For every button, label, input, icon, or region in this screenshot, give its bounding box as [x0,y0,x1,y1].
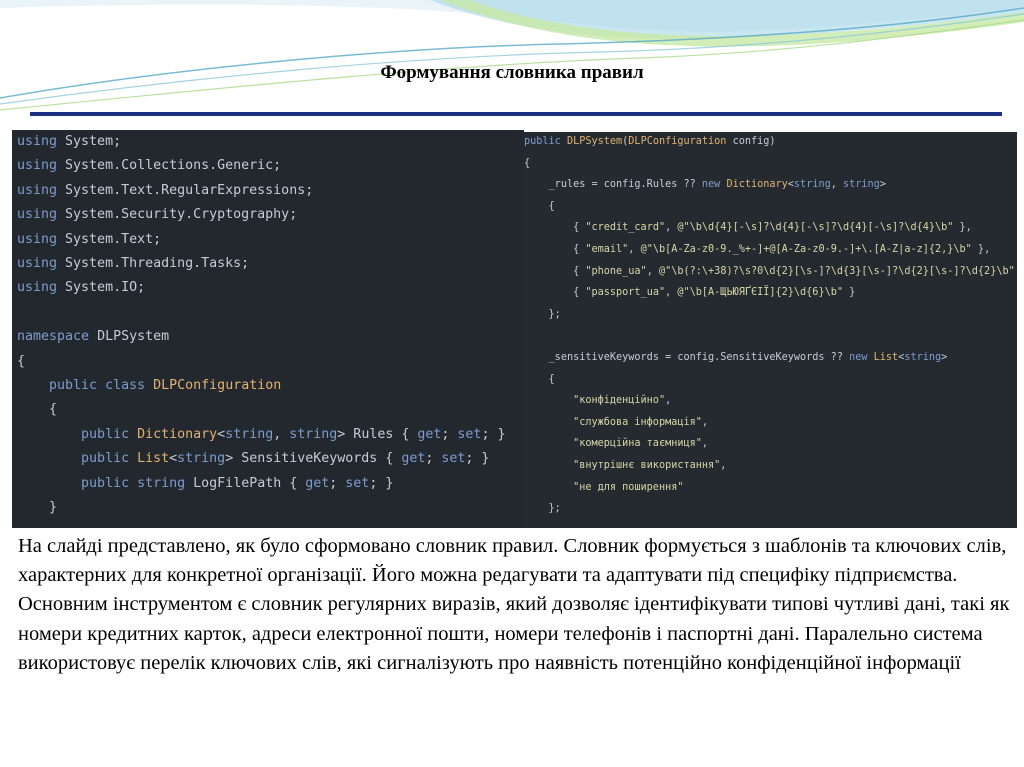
code-token: ; [329,475,346,491]
code-token: config) [726,136,776,147]
code-token: LogFilePath { [185,475,306,491]
code-token: DLPSystem [566,136,623,147]
code-line [524,438,708,449]
code-token: using [17,231,58,247]
code-token: < [169,451,178,467]
code-token: { [524,157,531,169]
code-line [17,451,489,466]
code-token: "passport_ua" [585,287,666,299]
code-token: System.Collections.Generic; [57,158,282,174]
code-token: , [665,395,672,407]
code-token: , [665,287,678,299]
code-line [524,244,990,255]
code-token: System.IO; [57,280,146,296]
code-token: System; [57,134,122,149]
code-token: ( [622,136,629,147]
code-token: set [441,451,466,467]
code-token: { [17,353,26,369]
code-token: { [49,402,58,418]
code-line [17,378,281,393]
caption-paragraph-2: Основним інструментом є словник регулярних виразів, який дозволяє ідентифікувати типові чутливі дані, такі як номери кредитних карток, адреси електронної пошти, номери телефонів і паспортні дані. Паралельно система використовує перелік ключових слів, які сигналізують про наявність потенційно конфіденційної інформації [18,593,1010,674]
code-line [17,402,57,417]
code-line [17,476,393,491]
code-token: { [573,222,586,234]
code-line [17,354,25,369]
code-token: public [81,451,130,467]
code-line [17,427,505,442]
code-token: string [177,451,226,467]
code-token [145,378,153,393]
code-token: set [457,426,482,442]
code-line [524,201,555,212]
code-line [524,374,555,385]
code-token: string [137,475,186,491]
code-token: "phone_ua" [585,265,647,277]
code-line [17,500,57,515]
code-token: > SensitiveKeywords { [225,451,402,467]
code-token: "email" [585,244,629,255]
code-line [17,280,145,295]
code-token: System.Threading.Tasks; [57,256,250,271]
code-token: { [573,244,586,255]
title-underline [30,112,1002,116]
code-token: ; [425,451,442,467]
code-token: "внутрішнє використання" [573,460,721,471]
code-token: > Rules { [337,426,418,442]
code-token: ; } [369,475,394,491]
code-token: System.Security.Cryptography; [57,207,298,223]
code-token: { [573,287,586,299]
code-token: @"\b(?:\+38)?\s?0\d{2}[\s-]?\d{3}[\s-]?\d{2}[\s-]?\d{2}\b" [658,265,1015,277]
code-token: string [904,352,942,363]
code-token: }, [971,244,991,255]
code-token: < [787,179,794,191]
code-token: DLPSystem [89,329,170,345]
code-token: > [879,179,886,191]
code-token: new [849,352,868,363]
code-line [524,222,972,233]
slide-caption [18,532,1018,678]
code-token: using [17,134,58,149]
code-token: @"\b[А-ЩЬЮЯҐЄІЇ]{2}\d{6}\b" [677,287,843,299]
code-token: , [830,179,844,191]
code-line [524,352,947,363]
code-token: using [17,280,58,296]
code-line [17,134,121,149]
code-line [524,460,726,471]
code-token: "credit_card" [585,222,666,234]
caption-paragraph-1: На слайді представлено, як було сформовано словник правил. Словник формується з шаблонів та ключових слів, характерних для конкретної організації. Його можна редагувати та адаптувати під специфіку підприємства. [18,535,1007,587]
code-token: ; } [481,426,506,442]
code-token: Dictionary [137,426,218,442]
code-token: get [401,451,426,467]
code-token: , [701,438,709,450]
code-token: public [524,136,561,147]
code-token: using [17,256,58,271]
code-token: List [873,352,899,363]
code-screenshot-right [524,132,1017,528]
code-line [524,309,561,320]
code-token: set [345,475,370,491]
code-token: "не для поширення" [573,481,684,493]
code-token: string [289,426,338,442]
code-token: string [843,179,880,191]
code-token: ; [441,426,458,442]
code-screenshot-left [12,130,524,528]
code-token: , [273,426,290,442]
slide-title: Формування словника правил [380,62,644,83]
code-token: System.Text; [57,231,162,247]
code-token: > [941,352,948,363]
code-token: using [17,207,58,223]
code-token: , [701,416,709,428]
code-token: , [720,460,727,471]
code-token: _rules = config.Rules ?? [548,179,702,191]
code-line [524,482,683,493]
code-line [524,417,708,428]
code-line [524,266,1015,277]
code-token: string [793,179,831,191]
code-token: Dictionary [726,179,788,191]
code-token: namespace [17,329,90,345]
code-token: public [81,426,130,442]
code-line [524,503,561,514]
code-token: , [646,265,659,277]
code-token: } [842,287,856,299]
code-token: using [17,182,58,198]
code-token: public [49,378,98,393]
code-token: get [417,426,442,442]
code-token: { [573,265,586,277]
code-line [17,256,249,271]
code-line [524,395,671,406]
code-token: < [217,426,226,442]
code-token: DLPConfiguration [153,378,282,393]
code-token: @"\b\d{4}[-\s]?\d{4}[-\s]?\d{4}[-\s]?\d{4}\b" [677,222,954,234]
code-token: , [665,222,678,234]
code-token: class [105,378,146,393]
code-line [17,329,169,344]
code-line [17,158,281,173]
code-line [524,136,776,147]
code-token: using [17,158,58,174]
code-token: , [628,244,641,255]
code-token: } [49,500,58,515]
code-line [524,158,530,169]
code-line [524,287,855,298]
code-token [129,451,137,466]
code-token: }; [548,503,561,515]
code-token: }; [548,308,561,320]
code-token: DLPConfiguration [628,136,727,147]
code-line [17,207,297,222]
code-token: get [305,475,330,491]
code-token: @"\b[A-Za-z0-9._%+-]+@[A-Za-z0-9.-]+\.[A-Z|a-z]{2,}\b" [640,244,972,255]
code-line [17,232,161,247]
code-token: List [137,451,170,467]
code-line [524,179,886,190]
code-token [129,476,137,491]
decorative-waves [0,0,1024,120]
code-token: }, [953,222,972,234]
code-token: ; } [465,451,490,467]
code-token [97,378,105,393]
code-token [129,427,137,442]
code-token: public [81,475,130,491]
code-token: "конфіденційно" [573,395,666,407]
code-token: _sensitiveKeywords = config.SensitiveKeywords ?? [548,352,850,363]
code-token: System.Text.RegularExpressions; [57,182,314,198]
code-token: < [898,352,905,363]
code-token: { [548,373,555,385]
code-token: new [701,179,721,191]
code-line [17,183,313,198]
code-token: string [225,426,274,442]
code-token: "комерційна таємниця" [573,438,702,450]
code-token: "службова інформація" [573,416,702,428]
code-token: { [548,200,555,212]
